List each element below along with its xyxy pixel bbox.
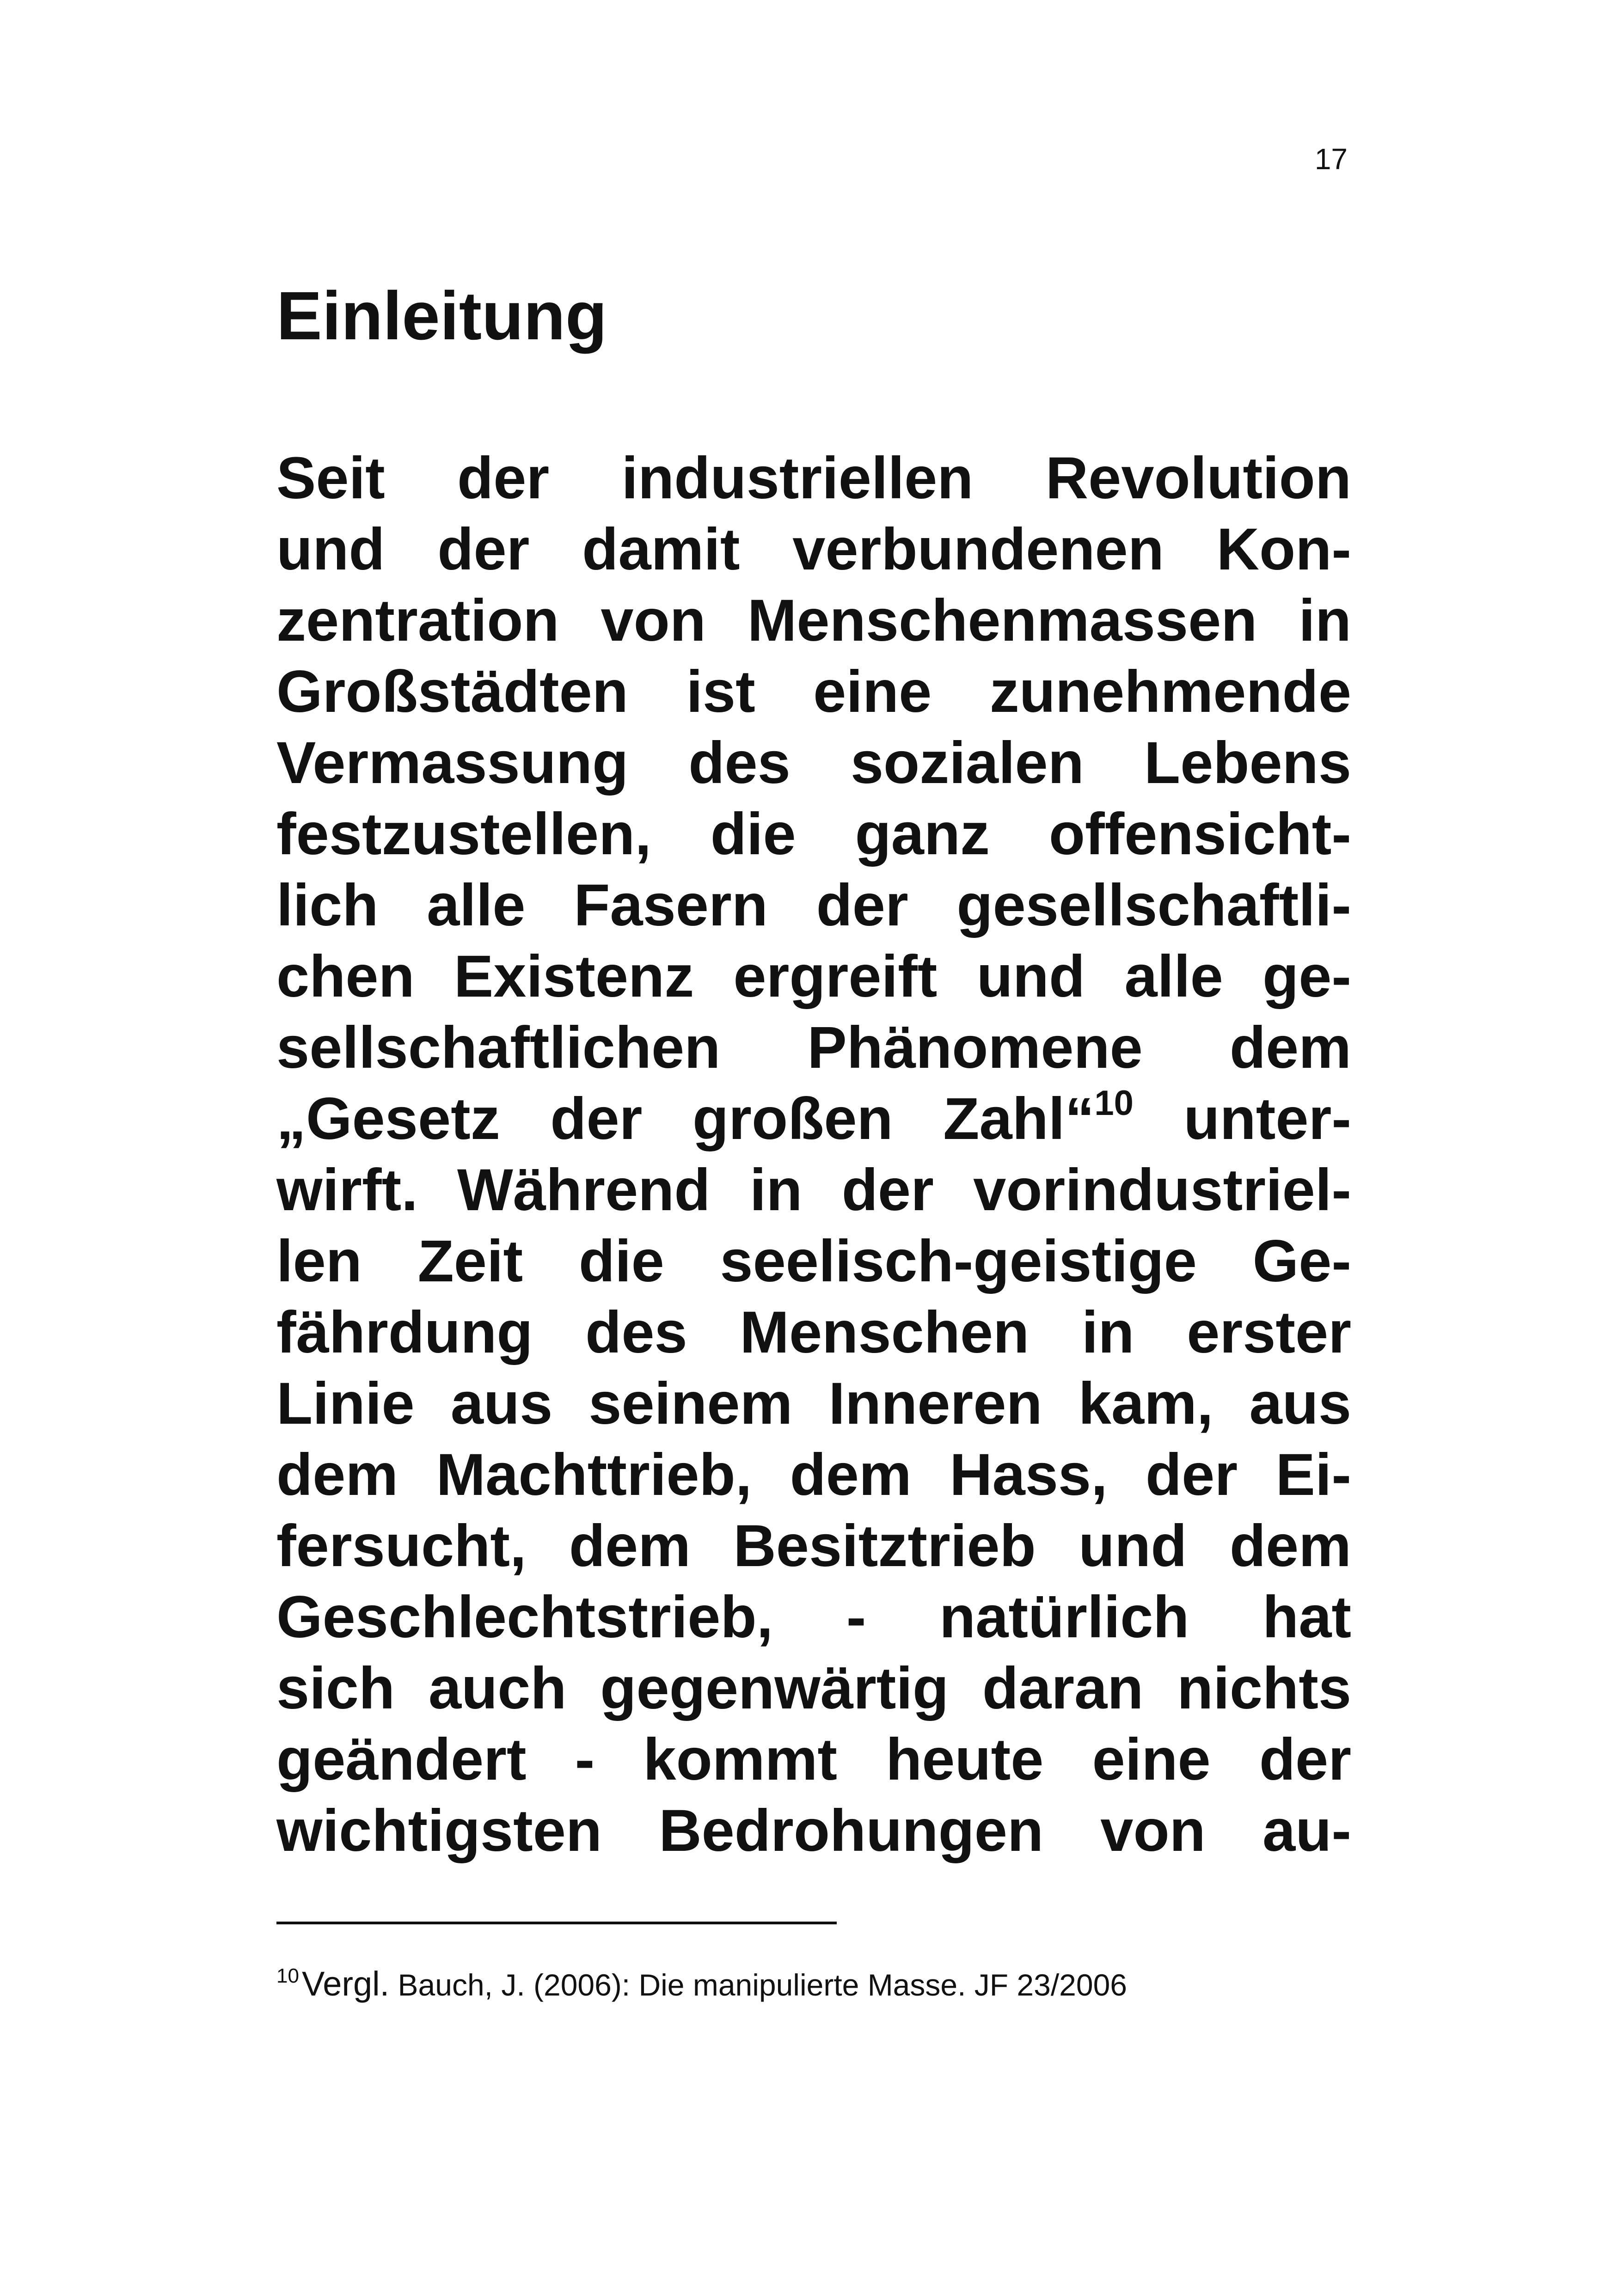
footnote-lead: Vergl. bbox=[301, 1965, 390, 2003]
text-line: Seit der industriellen Revolution bbox=[276, 445, 1351, 511]
text-line-with-footnote-ref bbox=[276, 1084, 1351, 1155]
text-line: wirft. Während in der vorindustriel- bbox=[276, 1157, 1351, 1223]
text-segment: „Gesetz der großen Zahl“ bbox=[276, 1086, 1095, 1152]
text-line: lich alle Fasern der gesellschaftli- bbox=[276, 872, 1351, 938]
chapter-title: Einleitung bbox=[276, 278, 607, 354]
text-line: dem Machttrieb, dem Hass, der Ei- bbox=[276, 1442, 1351, 1508]
text-line: sellschaftlichen Phänomene dem bbox=[276, 1015, 1351, 1081]
footnote-reference[interactable]: 10 bbox=[1094, 1084, 1134, 1123]
page-number: 17 bbox=[1314, 142, 1348, 176]
footnote-marker: 10 bbox=[276, 1965, 299, 1987]
text-line: len Zeit die seelisch-geistige Ge- bbox=[276, 1228, 1351, 1294]
text-line: fersucht, dem Besitztrieb und dem bbox=[276, 1513, 1351, 1579]
text-line: fährdung des Menschen in erster bbox=[276, 1299, 1351, 1365]
text-line: und der damit verbundenen Kon- bbox=[276, 516, 1351, 582]
text-line: zentration von Menschenmassen in bbox=[276, 588, 1351, 654]
text-line: Vermassung des sozialen Lebens bbox=[276, 730, 1351, 796]
text-line: festzustellen, die ganz offensicht- bbox=[276, 801, 1351, 867]
text-line: Geschlechtstrieb, - natürlich hat bbox=[276, 1584, 1351, 1650]
text-segment: unter- bbox=[1133, 1086, 1352, 1152]
text-line: sich auch gegenwärtig daran nichts bbox=[276, 1655, 1351, 1721]
text-line: chen Existenz ergreift und alle ge- bbox=[276, 943, 1351, 1010]
text-line: geändert - kommt heute eine der bbox=[276, 1727, 1351, 1793]
footnote bbox=[276, 1964, 1349, 2005]
text-line: Linie aus seinem Inneren kam, aus bbox=[276, 1371, 1351, 1437]
footnote-separator bbox=[276, 1922, 837, 1924]
text-line: wichtigsten Bedrohungen von au- bbox=[276, 1798, 1351, 1864]
footnote-text: Bauch, J. (2006): Die manipulierte Masse. JF 23/2006 bbox=[389, 1968, 1127, 2002]
body-text bbox=[276, 443, 1351, 1867]
text-line: Großstädten ist eine zunehmende bbox=[276, 659, 1351, 725]
